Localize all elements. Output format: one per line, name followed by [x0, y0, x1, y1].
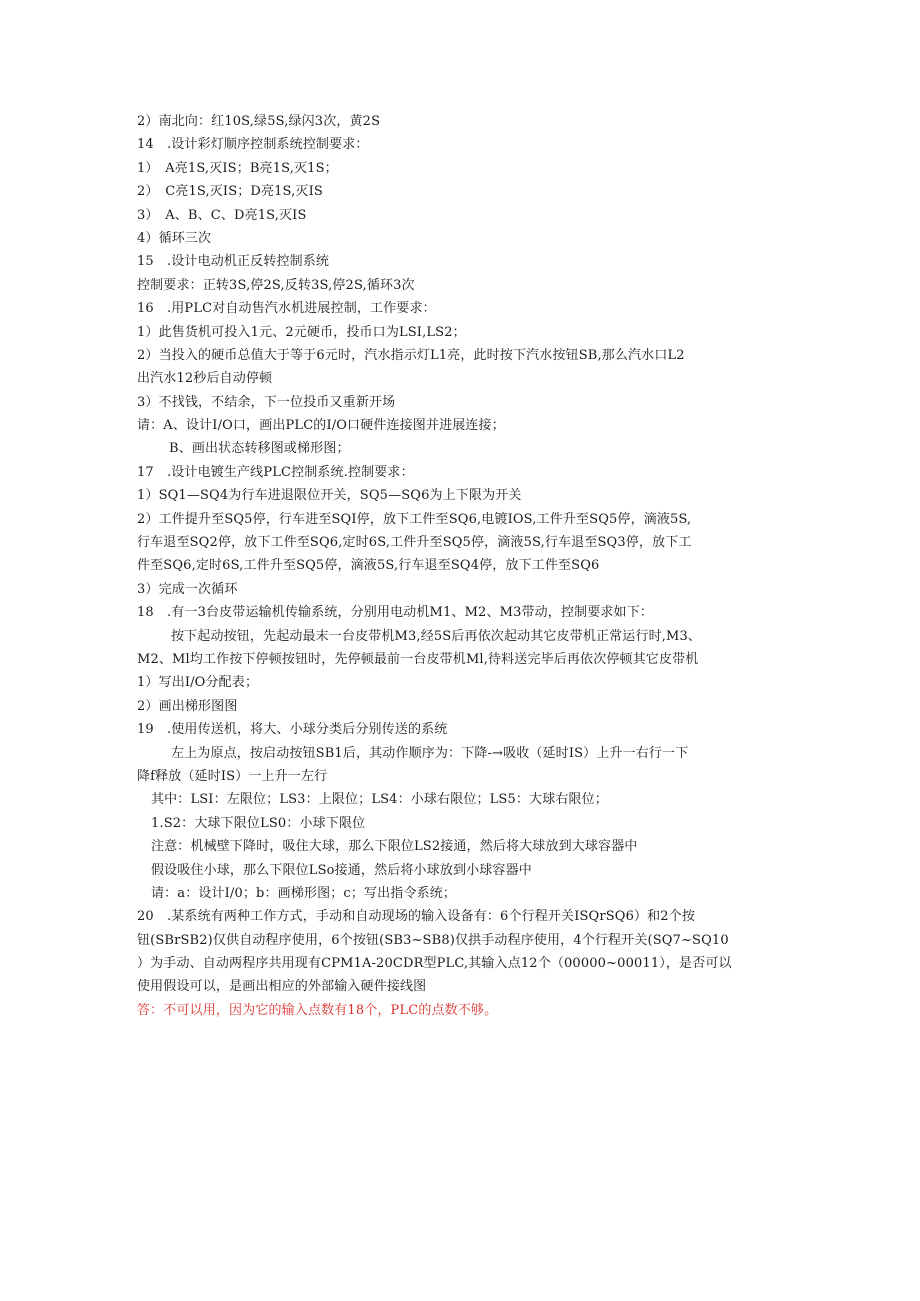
- text-line: M2、Ml均工作按下停顿按钮时，先停顿最前一台皮带机Ml,待料送完毕后再依次停顿其它皮带机: [137, 651, 699, 667]
- text-line: 2）画出梯形图图: [137, 698, 238, 714]
- text-line: 2）南北向：红10S,绿5S,绿闪3次，黄2S: [137, 114, 381, 129]
- text-line: 件至SQ6,定时6S,工件升至SQ5停，滴液5S,行车退至SQ4停，放下工件至SQ6: [137, 558, 600, 574]
- text-line: 2）当投入的硬币总值大于等于6元时，汽水指示灯L1亮，此时按下汽水按钮SB,那么汽水口L2: [137, 347, 685, 363]
- text-line: ）为手动、自动两程序共用现有CPM1A-20CDR型PLC,其输入点12个（00000~00011），是否可以: [137, 956, 732, 972]
- text-line: 2）工件提升至SQ5停，行车进至SQI停，放下工件至SQ6,电镀IOS,工件升至SQ5停，滴液5S,: [137, 511, 692, 527]
- text-line: 按下起动按钮，先起动最末一台皮带机M3,经5S后再依次起动其它皮带机正常运行时,M3、: [171, 628, 702, 644]
- text-line: 控制要求：正转3S,停2S,反转3S,停2S,循环3次: [137, 277, 415, 293]
- text-line: 2） C亮1S,灭IS；D亮1S,灭IS: [137, 184, 323, 200]
- document-body: [137, 110, 797, 1022]
- text-line: B、画出状态转移图或梯形图；: [169, 441, 350, 457]
- text-line: 假设吸住小球，那么下限位LSo接通，然后将小球放到小球容器中: [151, 862, 532, 878]
- answer-line: 答：不可以用，因为它的输入点数有18个，PLC的点数不够。: [137, 1002, 498, 1018]
- question-17-heading: 17 .设计电镀生产线PLC控制系统.控制要求：: [137, 464, 414, 480]
- text-line: 4）循环三次: [137, 230, 212, 246]
- text-line: 1）写出I/O分配表；: [137, 675, 259, 691]
- text-line: 请：a：设计I/0；b：画梯形图；c；写出指令系统；: [151, 885, 457, 901]
- text-line: 出汽水12秒后自动停顿: [137, 371, 273, 387]
- question-15-heading: 15 .设计电动机正反转控制系统: [137, 254, 330, 270]
- text-line: 钮(SBrSB2)仅供自动程序使用，6个按钮(SB3~SB8)仅拱手动程序使用，4个行程开关(SQ7~SQ10: [137, 932, 729, 948]
- text-line: 其中：LSI：左限位；LS3：上限位；LS4：小球右限位；LS5：大球右限位；: [151, 792, 608, 808]
- text-line: 1）此售货机可投入1元、2元硬币，投币口为LSI,LS2；: [137, 324, 466, 340]
- text-line: 使用假设可以，是画出相应的外部输入硬件接线图: [137, 979, 427, 995]
- text-line: 1）SQ1—SQ4为行车进退限位开关，SQ5—SQ6为上下限为开关: [137, 488, 522, 504]
- question-16-heading: 16 .用PLC对自动售汽水机进展控制，工作要求：: [137, 301, 436, 317]
- text-line: 注意：机械壁下降时，吸住大球，那么下限位LS2接通，然后将大球放到大球容器中: [151, 839, 638, 855]
- question-19-heading: 19 .使用传送机，将大、小球分类后分别传送的系统: [137, 722, 448, 738]
- text-line: 降f释放（延时IS）一上升一左行: [137, 768, 328, 784]
- question-18-heading: 18 .有一3台皮带运输机传输系统，分别用电动机M1、M2、M3带动，控制要求如下：: [137, 605, 653, 621]
- text-line: 请：A、设计I/O口，画出PLC的I/O口硬件连接图并进展连接；: [137, 418, 505, 434]
- text-line: 1.S2：大球下限位LS0：小球下限位: [151, 815, 366, 831]
- text-line: 1） A亮1S,灭IS；B亮1S,灭1S；: [137, 160, 338, 176]
- text-line: 3） A、B、C、D亮1S,灭IS: [137, 207, 307, 223]
- question-14-heading: 14 .设计彩灯顺序控制系统控制要求：: [137, 137, 369, 153]
- text-line: 3）不找钱，不结余，下一位投币又重新开场: [137, 394, 396, 410]
- text-line: 行车退至SQ2停，放下工件至SQ6,定时6S,工件升至SQ5停，滴液5S,行车退至SQ3停，放下工: [137, 535, 692, 551]
- text-line: 左上为原点，按启动按钮SB1后，其动作顺序为：下降-→吸收（延时IS）上升一右行一下: [171, 745, 689, 761]
- question-20-heading: 20 .某系统有两种工作方式，手动和自动现场的输入设备有：6个行程开关ISQrSQ6）和2个按: [137, 909, 696, 925]
- text-line: 3）完成一次循环: [137, 581, 238, 597]
